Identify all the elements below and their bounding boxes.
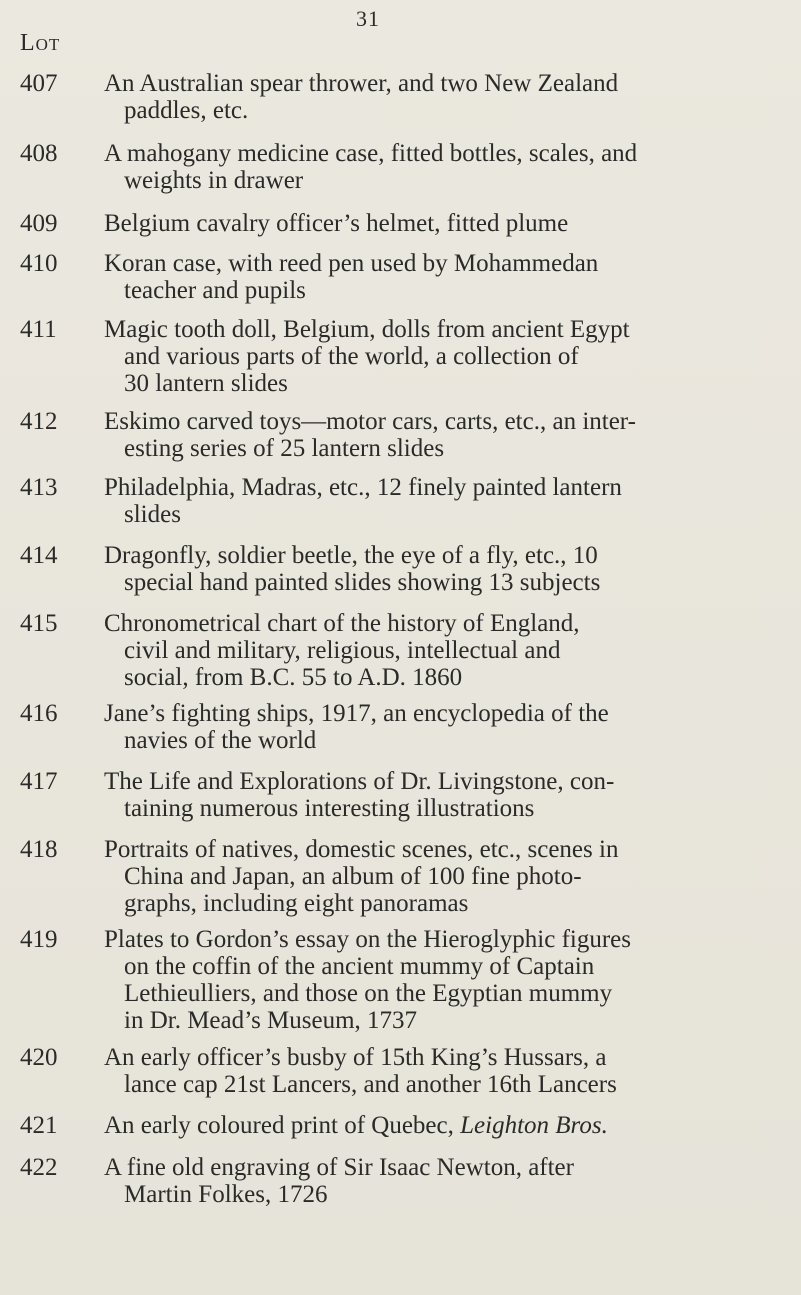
description-text: An early coloured print of Quebec, bbox=[104, 1112, 461, 1139]
description-line: esting series of 25 lantern slides bbox=[124, 435, 445, 462]
lot-description bbox=[104, 140, 784, 194]
description-line: Chronometrical chart of the history of England, bbox=[104, 610, 580, 637]
description-line: Portraits of natives, domestic scenes, etc., scenes in bbox=[104, 836, 619, 863]
lot-number: 418 bbox=[20, 836, 58, 863]
description-line: Martin Folkes, 1726 bbox=[124, 1181, 328, 1208]
lot-number: 414 bbox=[20, 542, 58, 569]
lot-description bbox=[104, 1154, 784, 1208]
description-line bbox=[104, 1112, 784, 1139]
publisher-name: Leighton Bros. bbox=[460, 1112, 608, 1139]
lot-description bbox=[104, 836, 784, 917]
lot-number: 407 bbox=[20, 70, 58, 97]
lot-number: 408 bbox=[20, 140, 58, 167]
description-line: 30 lantern slides bbox=[124, 370, 288, 397]
description-line: Philadelphia, Madras, etc., 12 finely painted lantern bbox=[104, 474, 622, 501]
lot-number: 420 bbox=[20, 1044, 58, 1071]
lot-column-header: Lot bbox=[20, 30, 61, 56]
lot-number: 421 bbox=[20, 1112, 58, 1139]
lot-number: 417 bbox=[20, 768, 58, 795]
lot-description bbox=[104, 250, 784, 304]
lot-description bbox=[104, 70, 784, 124]
lot-description bbox=[104, 1112, 784, 1139]
description-line: on the coffin of the ancient mummy of Captain bbox=[124, 953, 595, 980]
lot-description bbox=[104, 1044, 784, 1098]
description-line: slides bbox=[124, 501, 181, 528]
description-line: weights in drawer bbox=[124, 167, 304, 194]
description-line: civil and military, religious, intellectual and bbox=[124, 637, 561, 664]
description-line: teacher and pupils bbox=[124, 277, 306, 304]
description-line: graphs, including eight panoramas bbox=[124, 890, 469, 917]
lot-number: 411 bbox=[20, 316, 57, 343]
description-line: social, from B.C. 55 to A.D. 1860 bbox=[124, 664, 463, 691]
lot-description bbox=[104, 210, 784, 237]
description-line: Jane’s fighting ships, 1917, an encyclopedia of the bbox=[104, 700, 609, 727]
lot-number: 412 bbox=[20, 408, 58, 435]
lot-description bbox=[104, 610, 784, 691]
description-line: Plates to Gordon’s essay on the Hieroglyphic figures bbox=[104, 926, 631, 953]
description-line: lance cap 21st Lancers, and another 16th Lancers bbox=[124, 1071, 617, 1098]
description-line: China and Japan, an album of 100 fine photo- bbox=[124, 863, 582, 890]
description-line: A fine old engraving of Sir Isaac Newton, after bbox=[104, 1154, 574, 1181]
description-line: An Australian spear thrower, and two New Zealand bbox=[104, 70, 619, 97]
description-line: special hand painted slides showing 13 subjects bbox=[124, 569, 601, 596]
description-line: taining numerous interesting illustrations bbox=[124, 795, 535, 822]
description-line: and various parts of the world, a collection of bbox=[124, 343, 579, 370]
lot-number: 409 bbox=[20, 210, 58, 237]
lot-description bbox=[104, 700, 784, 754]
description-line: An early officer’s busby of 15th King’s Hussars, a bbox=[104, 1044, 607, 1071]
lot-description bbox=[104, 408, 784, 462]
lot-number: 422 bbox=[20, 1154, 58, 1181]
description-line: Dragonfly, soldier beetle, the eye of a fly, etc., 10 bbox=[104, 542, 598, 569]
lot-description bbox=[104, 474, 784, 528]
description-line: Koran case, with reed pen used by Mohammedan bbox=[104, 250, 599, 277]
description-line: A mahogany medicine case, fitted bottles, scales, and bbox=[104, 140, 638, 167]
description-line: Eskimo carved toys—motor cars, carts, etc., an inter- bbox=[104, 408, 636, 435]
description-line: navies of the world bbox=[124, 727, 317, 754]
description-line: Lethieulliers, and those on the Egyptian mummy bbox=[124, 980, 613, 1007]
lot-description bbox=[104, 316, 784, 397]
description-line: paddles, etc. bbox=[124, 97, 249, 124]
lot-description bbox=[104, 926, 784, 1034]
page-number: 31 bbox=[356, 6, 380, 31]
lot-number: 416 bbox=[20, 700, 58, 727]
description-line: The Life and Explorations of Dr. Livingstone, con- bbox=[104, 768, 615, 795]
lot-number: 410 bbox=[20, 250, 58, 277]
lot-number: 415 bbox=[20, 610, 58, 637]
description-line: in Dr. Mead’s Museum, 1737 bbox=[124, 1007, 418, 1034]
lot-number: 413 bbox=[20, 474, 58, 501]
lot-description bbox=[104, 768, 784, 822]
lot-number: 419 bbox=[20, 926, 58, 953]
lot-description bbox=[104, 542, 784, 596]
description-line: Belgium cavalry officer’s helmet, fitted plume bbox=[104, 210, 569, 237]
description-line: Magic tooth doll, Belgium, dolls from ancient Egypt bbox=[104, 316, 630, 343]
